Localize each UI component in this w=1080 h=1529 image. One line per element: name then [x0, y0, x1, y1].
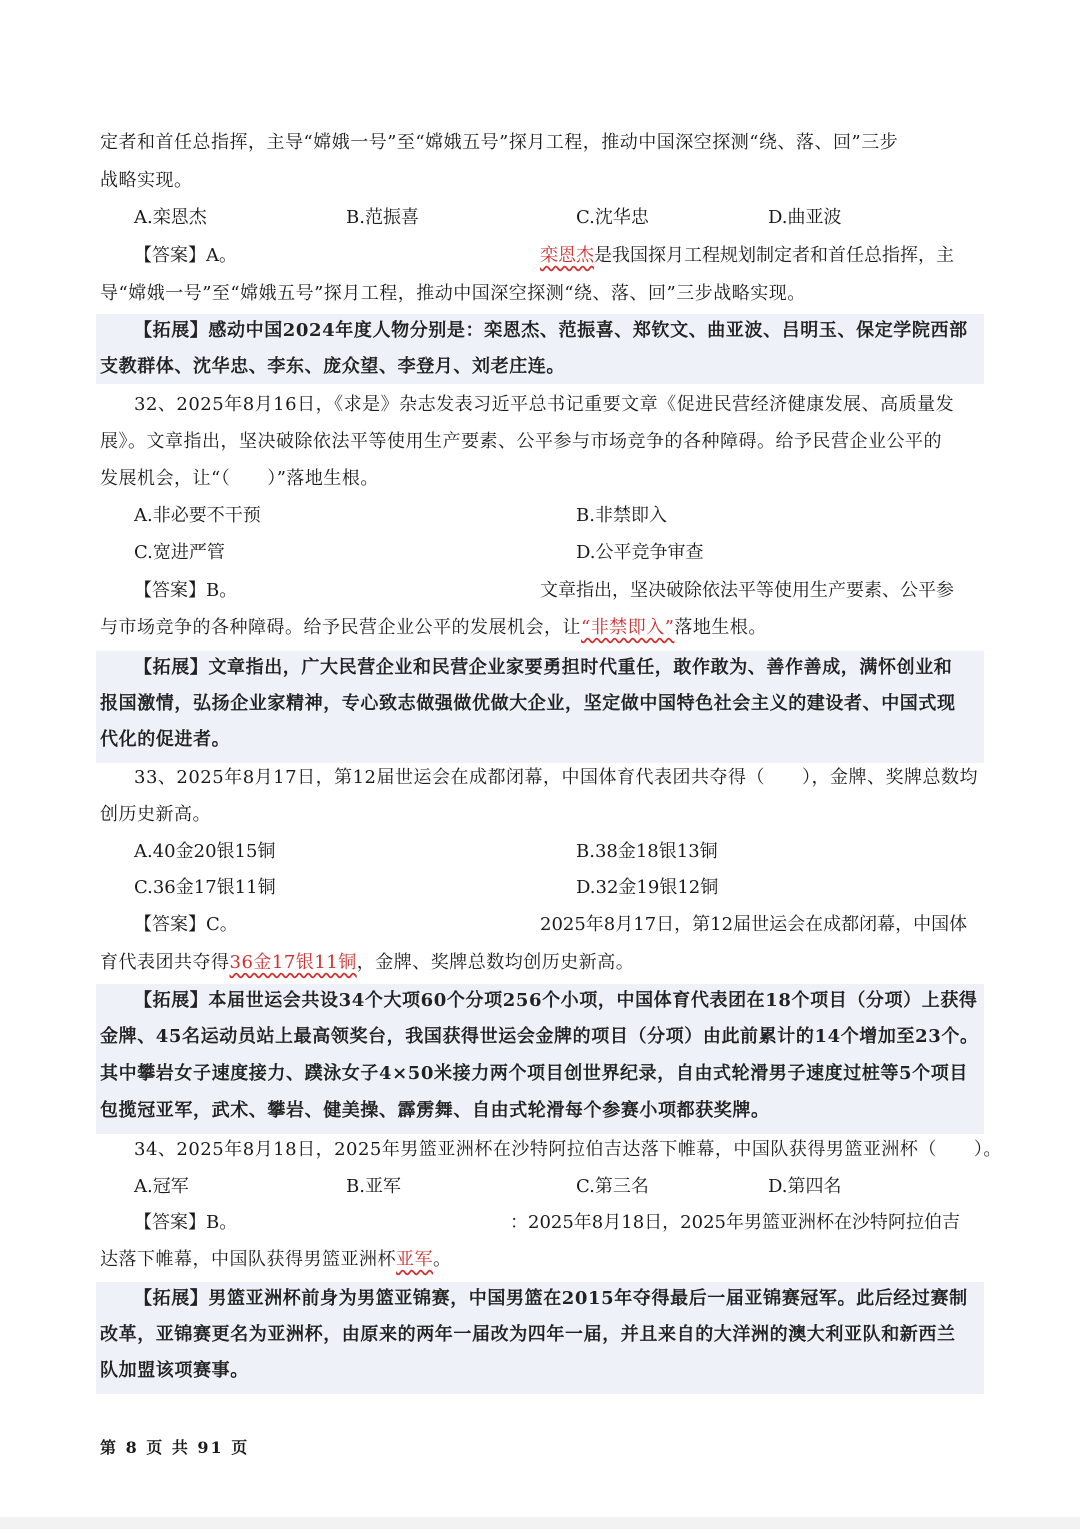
- q31-option-d: D.曲亚波: [768, 207, 842, 228]
- q33-option-a: A.40金20银15铜: [134, 841, 276, 862]
- q31-option-b: B.范振喜: [346, 207, 419, 228]
- q32-answer-explanation: 文章指出，坚决破除依法平等使用生产要素、公平参: [540, 580, 954, 601]
- q33-extension-line1: 【拓展】本届世运会共设34个大项60个分项256个小项，中国体育代表团在18个项目（分项）上获得: [134, 990, 978, 1011]
- q33-answer-highlight: 36金17银11铜: [229, 952, 357, 973]
- q34-option-b: B.亚军: [346, 1176, 401, 1197]
- q34-answer-line2: 达落下帷幕，中国队获得男篮亚洲杯亚军。: [100, 1249, 452, 1270]
- q31-extension-line1: 【拓展】感动中国2024年度人物分别是：栾恩杰、范振喜、郑钦文、曲亚波、吕明玉、保定学院西部: [134, 320, 968, 341]
- q34-answer-highlight: 亚军: [396, 1249, 433, 1270]
- q33-answer-explanation: 2025年8月17日，第12届世运会在成都闭幕，中国体: [540, 914, 968, 935]
- q34-option-c: C.第三名: [576, 1176, 649, 1197]
- q32-option-b: B.非禁即入: [576, 505, 667, 526]
- q33-extension-line2: 金牌、45名运动员站上最高领奖台，我国获得世运会金牌的项目（分项）由此前累计的14个增加至23个。: [100, 1026, 979, 1047]
- q34-answer-label: 【答案】B。: [134, 1212, 238, 1233]
- q31-option-a: A.栾恩杰: [134, 207, 207, 228]
- q33-stem-line1: 33、2025年8月17日，第12届世运会在成都闭幕，中国体育代表团共夺得（ ），金牌、奖牌总数均: [134, 767, 978, 788]
- q31-stem-line1: 定者和首任总指挥，主导“嫦娥一号”至“嫦娥五号”探月工程，推动中国深空探测“绕、落、回”三步: [100, 132, 899, 153]
- q31-option-c: C.沈华忠: [576, 207, 649, 228]
- q31-answer-highlight: 栾恩杰: [540, 245, 594, 266]
- q31-answer-explanation: 栾恩杰是我国探月工程规划制定者和首任总指挥，主: [540, 245, 954, 266]
- q31-answer-label: 【答案】A。: [134, 245, 237, 266]
- q32-option-c: C.宽进严管: [134, 542, 225, 563]
- q31-extension-line2: 支教群体、沈华忠、李东、庞众望、李登月、刘老庄连。: [100, 356, 565, 377]
- q33-extension-line4: 包揽冠亚军，武术、攀岩、健美操、霹雳舞、自由式轮滑每个参赛小项都获奖牌。: [100, 1100, 770, 1121]
- q34-option-d: D.第四名: [768, 1176, 842, 1197]
- q32-extension-line2: 报国激情，弘扬企业家精神，专心致志做强做优做大企业，坚定做中国特色社会主义的建设者、中国式现: [100, 693, 956, 714]
- q32-answer-label: 【答案】B。: [134, 580, 238, 601]
- q32-stem-line2: 展》。文章指出，坚决破除依法平等使用生产要素、公平参与市场竞争的各种障碍。给予民营企业公平的: [100, 431, 942, 452]
- q32-stem-line3: 发展机会，让“（ ）”落地生根。: [100, 468, 379, 489]
- q32-answer-line2: 与市场竞争的各种障碍。给予民营企业公平的发展机会，让“非禁即入”落地生根。: [100, 617, 767, 638]
- q32-stem-line1: 32、2025年8月16日，《求是》杂志发表习近平总书记重要文章《促进民营经济健康发展、高质量发: [134, 394, 955, 415]
- q34-extension-line1: 【拓展】男篮亚洲杯前身为男篮亚锦赛，中国男篮在2015年夺得最后一届亚锦赛冠军。此后经过赛制: [134, 1288, 968, 1309]
- q32-extension-line1: 【拓展】文章指出，广大民营企业和民营企业家要勇担时代重任，敢作敢为、善作善成，满怀创业和: [134, 657, 953, 678]
- q32-option-a: A.非必要不干预: [134, 505, 261, 526]
- q34-option-a: A.冠军: [134, 1176, 189, 1197]
- q32-extension-line3: 代化的促进者。: [100, 729, 231, 750]
- page-bottom-edge: [0, 1517, 1080, 1529]
- q33-answer-line2: 育代表团共夺得36金17银11铜，金牌、奖牌总数均创历史新高。: [100, 952, 635, 973]
- q33-option-d: D.32金19银12铜: [576, 877, 719, 898]
- q32-option-d: D.公平竞争审查: [576, 542, 704, 563]
- q34-stem-line1: 34、2025年8月18日，2025年男篮亚洲杯在沙特阿拉伯吉达落下帷幕，中国队获得男篮亚洲杯（ ）。: [134, 1139, 1002, 1160]
- q32-answer-highlight: “非禁即入”: [581, 617, 675, 638]
- q34-extension-line3: 队加盟该项赛事。: [100, 1360, 249, 1381]
- q33-option-c: C.36金17银11铜: [134, 877, 276, 898]
- q33-extension-line3: 其中攀岩女子速度接力、蹼泳女子4×50米接力两个项目创世界纪录，自由式轮滑男子速度过桩等5个项目: [100, 1063, 968, 1084]
- page-number: 第 8 页 共 91 页: [100, 1438, 250, 1457]
- q31-stem-line2: 战略实现。: [100, 170, 193, 191]
- q33-option-b: B.38金18银13铜: [576, 841, 718, 862]
- q34-answer-explanation: ：2025年8月18日，2025年男篮亚洲杯在沙特阿拉伯吉: [510, 1212, 960, 1233]
- q33-answer-label: 【答案】C。: [134, 914, 238, 935]
- q33-stem-line2: 创历史新高。: [100, 804, 211, 825]
- q34-extension-line2: 改革，亚锦赛更名为亚洲杯，由原来的两年一届改为四年一届，并且来自的大洋洲的澳大利亚队和新西兰: [100, 1324, 956, 1345]
- q31-answer-line2: 导“嫦娥一号”至“嫦娥五号”探月工程，推动中国深空探测“绕、落、回”三步战略实现。: [100, 283, 806, 304]
